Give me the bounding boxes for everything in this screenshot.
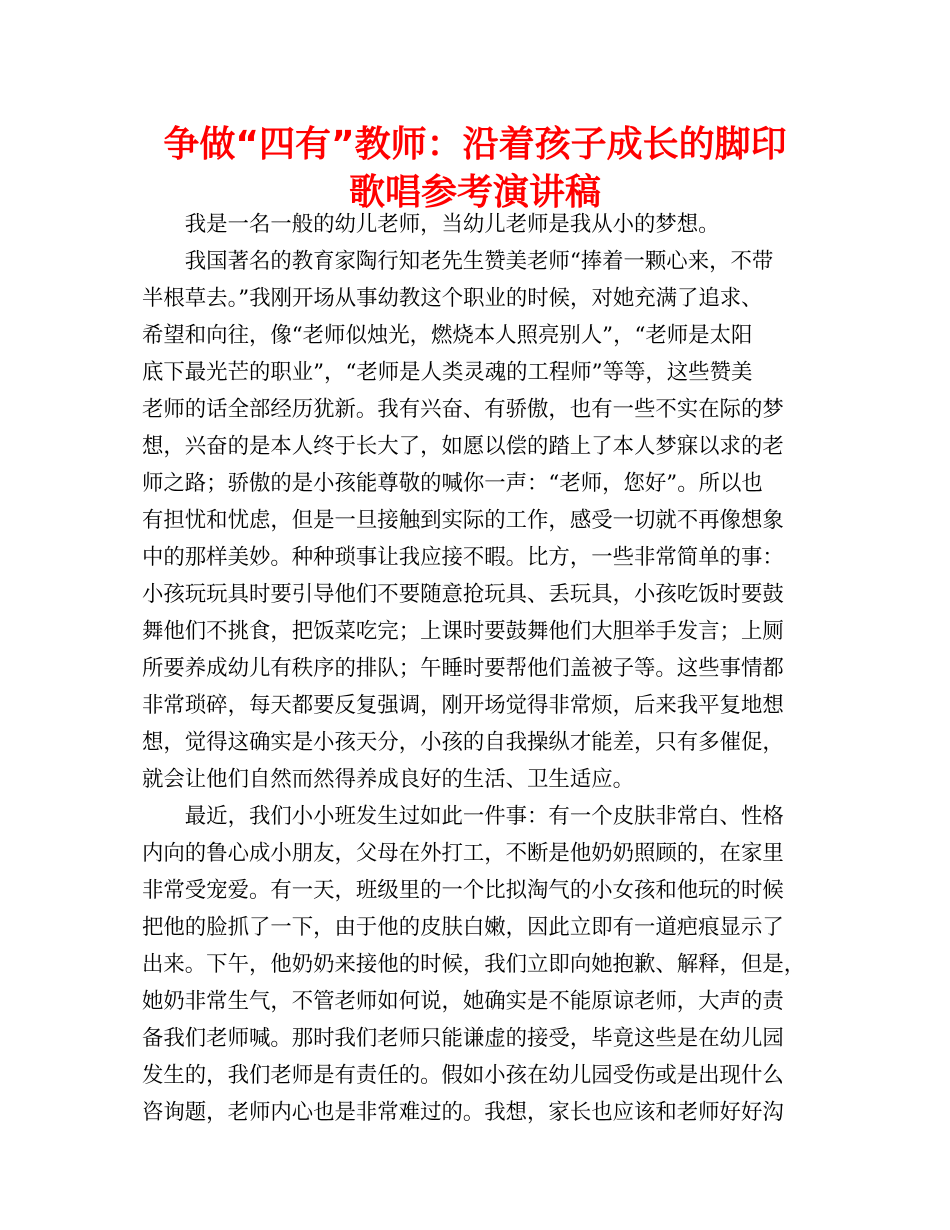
body-line: 非常琐碎，每天都要反复强调，刚开场觉得非常烦，后来我平复地想 xyxy=(142,693,784,718)
body-line: 底下最光芒的职业”，“老师是人类灵魂的工程师”等等，这些赞美 xyxy=(142,360,753,385)
body-line: 想，觉得这确实是小孩天分，小孩的自我操纵才能差，只有多催促， xyxy=(142,730,784,755)
body-line: 最近，我们小小班发生过如此一件事：有一个皮肤非常白、性格 xyxy=(142,804,784,829)
body-line: 就会让他们自然而然得养成良好的生活、卫生适应。 xyxy=(142,767,634,792)
body-line: 有担忧和忧虑，但是一旦接触到实际的工作，感受一切就不再像想象 xyxy=(142,508,784,533)
body-line: 中的那样美妙。种种琐事让我应接不暇。比方，一些非常简单的事： xyxy=(142,545,784,570)
body-line: 我国著名的教育家陶行知老先生赞美老师“捧着一颗心来，不带 xyxy=(142,249,774,274)
body-line: 小孩玩玩具时要引导他们不要随意抢玩具、丢玩具，小孩吃饭时要鼓 xyxy=(142,582,784,607)
body-line: 舞他们不挑食，把饭菜吃完；上课时要鼓舞他们大胆举手发言；上厕 xyxy=(142,619,784,644)
body-line: 出来。下午，他奶奶来接他的时候，我们立即向她抱歉、解释，但是， xyxy=(142,952,806,977)
body-line: 咨询题，老师内心也是非常难过的。我想，家长也应该和老师好好沟 xyxy=(142,1100,784,1125)
body-line: 师之路；骄傲的是小孩能尊敬的喊你一声：“老师，您好”。所以也 xyxy=(142,471,763,496)
body-line: 希望和向往，像“老师似烛光，燃烧本人照亮别人”，“老师是太阳 xyxy=(142,323,753,348)
body-line: 她奶非常生气，不管老师如何说，她确实是不能原谅老师，大声的责 xyxy=(142,989,784,1014)
document-title-line-2: 歌唱参考演讲稿 xyxy=(348,172,601,213)
body-line: 想，兴奋的是本人终于长大了，如愿以偿的踏上了本人梦寐以求的老 xyxy=(142,434,784,459)
body-line: 内向的鲁心成小朋友，父母在外打工，不断是他奶奶照顾的，在家里 xyxy=(142,841,784,866)
body-line: 非常受宠爱。有一天，班级里的一个比拟淘气的小女孩和他玩的时候 xyxy=(142,878,784,903)
body-line: 把他的脸抓了一下，由于他的皮肤白嫩，因此立即有一道疤痕显示了 xyxy=(142,915,784,940)
body-line: 备我们老师喊。那时我们老师只能谦虚的接受，毕竟这些是在幼儿园 xyxy=(142,1026,784,1051)
body-line: 所要养成幼儿有秩序的排队；午睡时要帮他们盖被子等。这些事情都 xyxy=(142,656,784,681)
body-line: 老师的话全部经历犹新。我有兴奋、有骄傲，也有一些不实在际的梦 xyxy=(142,397,784,422)
body-line: 我是一名一般的幼儿老师，当幼儿老师是我从小的梦想。 xyxy=(142,212,720,237)
body-line: 发生的，我们老师是有责任的。假如小孩在幼儿园受伤或是出现什么 xyxy=(142,1063,784,1088)
document-title-line-1: 争做“四有”教师：沿着孩子成长的脚印 xyxy=(163,124,787,165)
body-line: 半根草去。”我刚开场从事幼教这个职业的时候，对她充满了追求、 xyxy=(142,286,763,311)
